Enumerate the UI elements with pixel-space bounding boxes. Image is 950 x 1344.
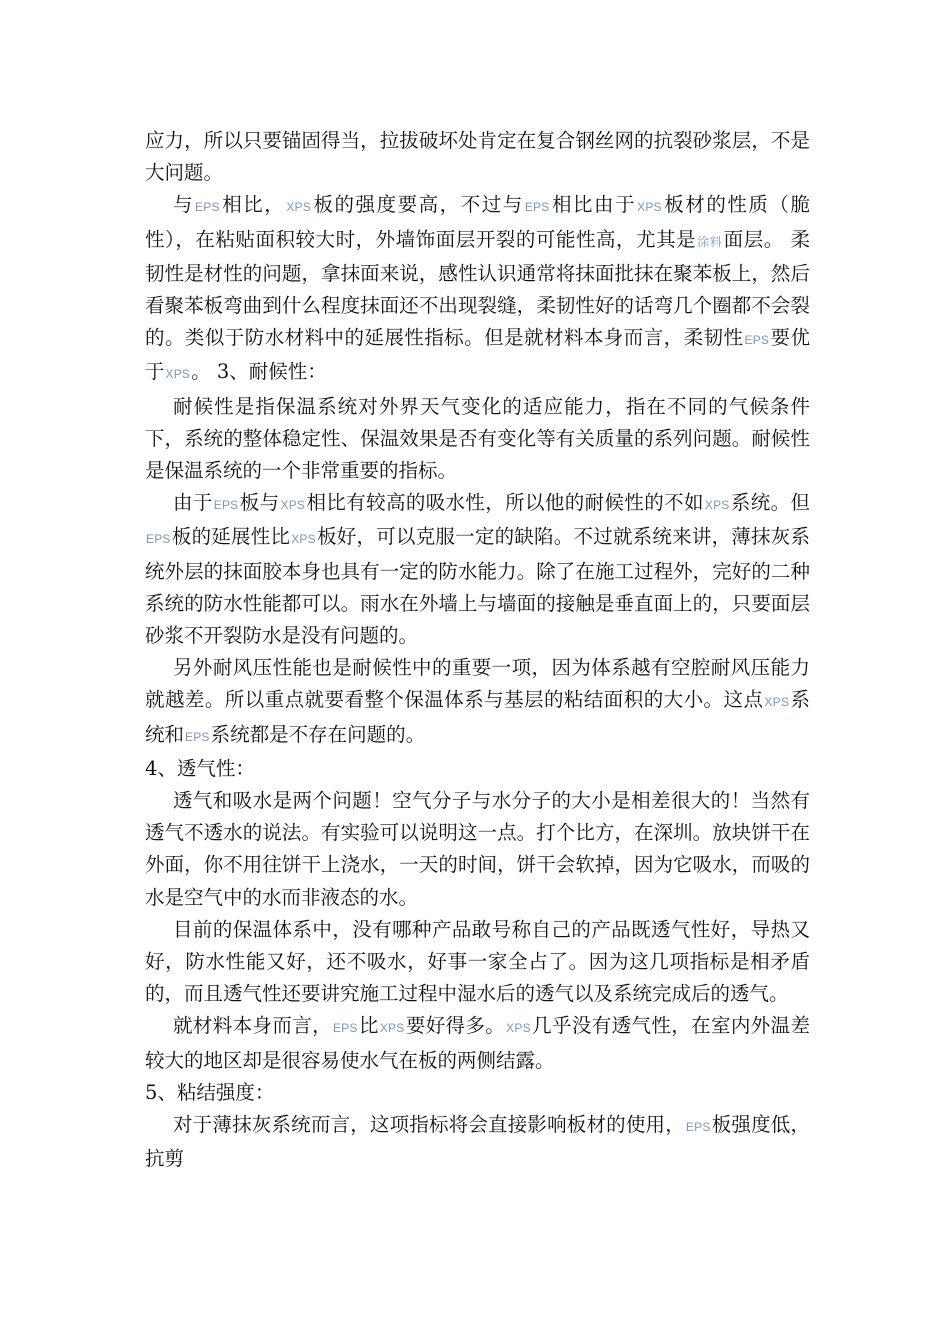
material-term-link[interactable]: 涂料 <box>697 234 723 249</box>
text-run: 面层。 柔韧性是材性的问题，拿抹面来说，感性认识通常将抹面批抹在聚苯板上，然后看聚苯板弯曲到什么程度抹面还不出现裂缝，柔韧性好的话弯几个圈都不会裂的。类似于防水材料中的延展性指标。但是就材料本身而言，柔韧性 <box>145 227 810 350</box>
text-run: 透气和吸水是两个问题！空气分子与水分子的大小是相差很大的！当然有透气不透水的说法。有实验可以说明这一点。打个比方，在深圳。放块饼干在外面，你不用往饼干上浇水，一天的时间，饼干会软掉，因为它吸水，而吸的水是空气中的水而非液态的水。 <box>145 789 810 909</box>
text-run: 板好，可以克服一定的缺陷。不过就系统来讲，薄抹灰系统外层的抹面胶本身也具有一定的防水能力。除了在施工过程外，完好的二种系统的防水性能都可以。雨水在外墙上与墙面的接触是垂直面上的，只要面层砂浆不开裂防水是没有问题的。 <box>145 525 810 648</box>
material-term-link[interactable]: XPS <box>379 1021 405 1036</box>
text-run: 系统都是不存在问题的。 <box>210 722 426 746</box>
text-run: 目前的保温体系中，没有哪种产品敢号称自己的产品既透气性好，导热又好，防水性能又好，还不吸水，好事一家全占了。因为这几项指标是相矛盾的，而且透气性还要讲究施工过程中湿水后的透气以及系统完成后的透气。 <box>145 917 810 1006</box>
document-body <box>145 125 810 1176</box>
paragraph <box>145 391 810 488</box>
text-run: 要好得多。 <box>405 1014 506 1038</box>
paragraph <box>145 487 810 652</box>
text-run: 系统。但 <box>730 491 810 515</box>
text-run: 板的强度要高，不过与 <box>311 193 524 217</box>
material-term-link[interactable]: EPS <box>185 729 210 744</box>
text-run: 系统和 <box>145 688 810 746</box>
text-run: 相比， <box>220 193 286 217</box>
material-term-link[interactable]: EPS <box>744 333 770 348</box>
paragraph <box>145 189 810 390</box>
paragraph <box>145 1010 810 1076</box>
text-run: 与 <box>173 193 195 217</box>
material-term-link[interactable]: EPS <box>195 200 220 215</box>
material-term-link[interactable]: EPS <box>213 498 239 513</box>
material-term-link[interactable]: XPS <box>291 532 316 547</box>
material-term-link[interactable]: EPS <box>524 200 550 215</box>
material-term-link[interactable]: XPS <box>704 498 730 513</box>
text-run: 4、透气性： <box>145 756 255 780</box>
material-term-link[interactable]: EPS <box>332 1021 358 1036</box>
text-run: 对于薄抹灰系统而言，这项指标将会直接影响板材的使用， <box>173 1113 685 1137</box>
text-run: 另外耐风压性能也是耐候性中的重要一项，因为体系越有空腔耐风压能力就越差。所以重点就要看整个保温体系与基层的粘结面积的大小。这点 <box>145 656 810 712</box>
paragraph <box>145 1109 810 1175</box>
text-run: 由于 <box>173 491 213 515</box>
document-page <box>145 0 810 1344</box>
text-run: 耐候性是指保温系统对外界天气变化的适应能力，指在不同的气候条件下，系统的整体稳定性、保温效果是否有变化等有关质量的系列问题。耐候性是保温系统的一个非常重要的指标。 <box>145 394 810 483</box>
paragraph <box>145 914 810 1011</box>
material-term-link[interactable]: XPS <box>764 695 790 710</box>
text-run: 板强度低，抗剪 <box>145 1113 810 1171</box>
text-run: 。 3、耐候性： <box>191 360 327 384</box>
material-term-link[interactable]: EPS <box>685 1120 711 1135</box>
material-term-link[interactable]: XPS <box>280 498 306 513</box>
material-term-link[interactable]: XPS <box>165 367 191 382</box>
text-run: 板材的性质（脆性），在粘贴面积较大时，外墙饰面层开裂的可能性高，尤其是 <box>145 193 810 251</box>
text-run: 就材料本身而言， <box>173 1014 332 1038</box>
text-run: 相比有较高的吸水性，所以他的耐候性的不如 <box>306 491 704 515</box>
paragraph <box>145 125 810 189</box>
material-term-link[interactable]: XPS <box>637 200 662 215</box>
material-term-link[interactable]: EPS <box>146 532 171 547</box>
text-run: 几乎没有透气性，在室内外温差较大的地区却是很容易使水气在板的两侧结露。 <box>145 1014 810 1072</box>
text-run: 板的延展性比 <box>171 525 291 549</box>
material-term-link[interactable]: XPS <box>286 200 311 215</box>
paragraph <box>145 753 810 785</box>
text-run: 相比由于 <box>550 193 637 217</box>
material-term-link[interactable]: XPS <box>506 1021 531 1036</box>
paragraph <box>145 785 810 914</box>
text-run: 板与 <box>239 491 280 515</box>
text-run: 应力，所以只要锚固得当，拉拔破坏处肯定在复合钢丝网的抗裂砂浆层，不是大问题。 <box>145 129 810 185</box>
text-run: 5、粘结强度： <box>145 1080 275 1104</box>
text-run: 比 <box>358 1014 379 1038</box>
paragraph <box>145 652 810 753</box>
paragraph <box>145 1077 810 1109</box>
text-run: 要优于 <box>145 326 810 384</box>
